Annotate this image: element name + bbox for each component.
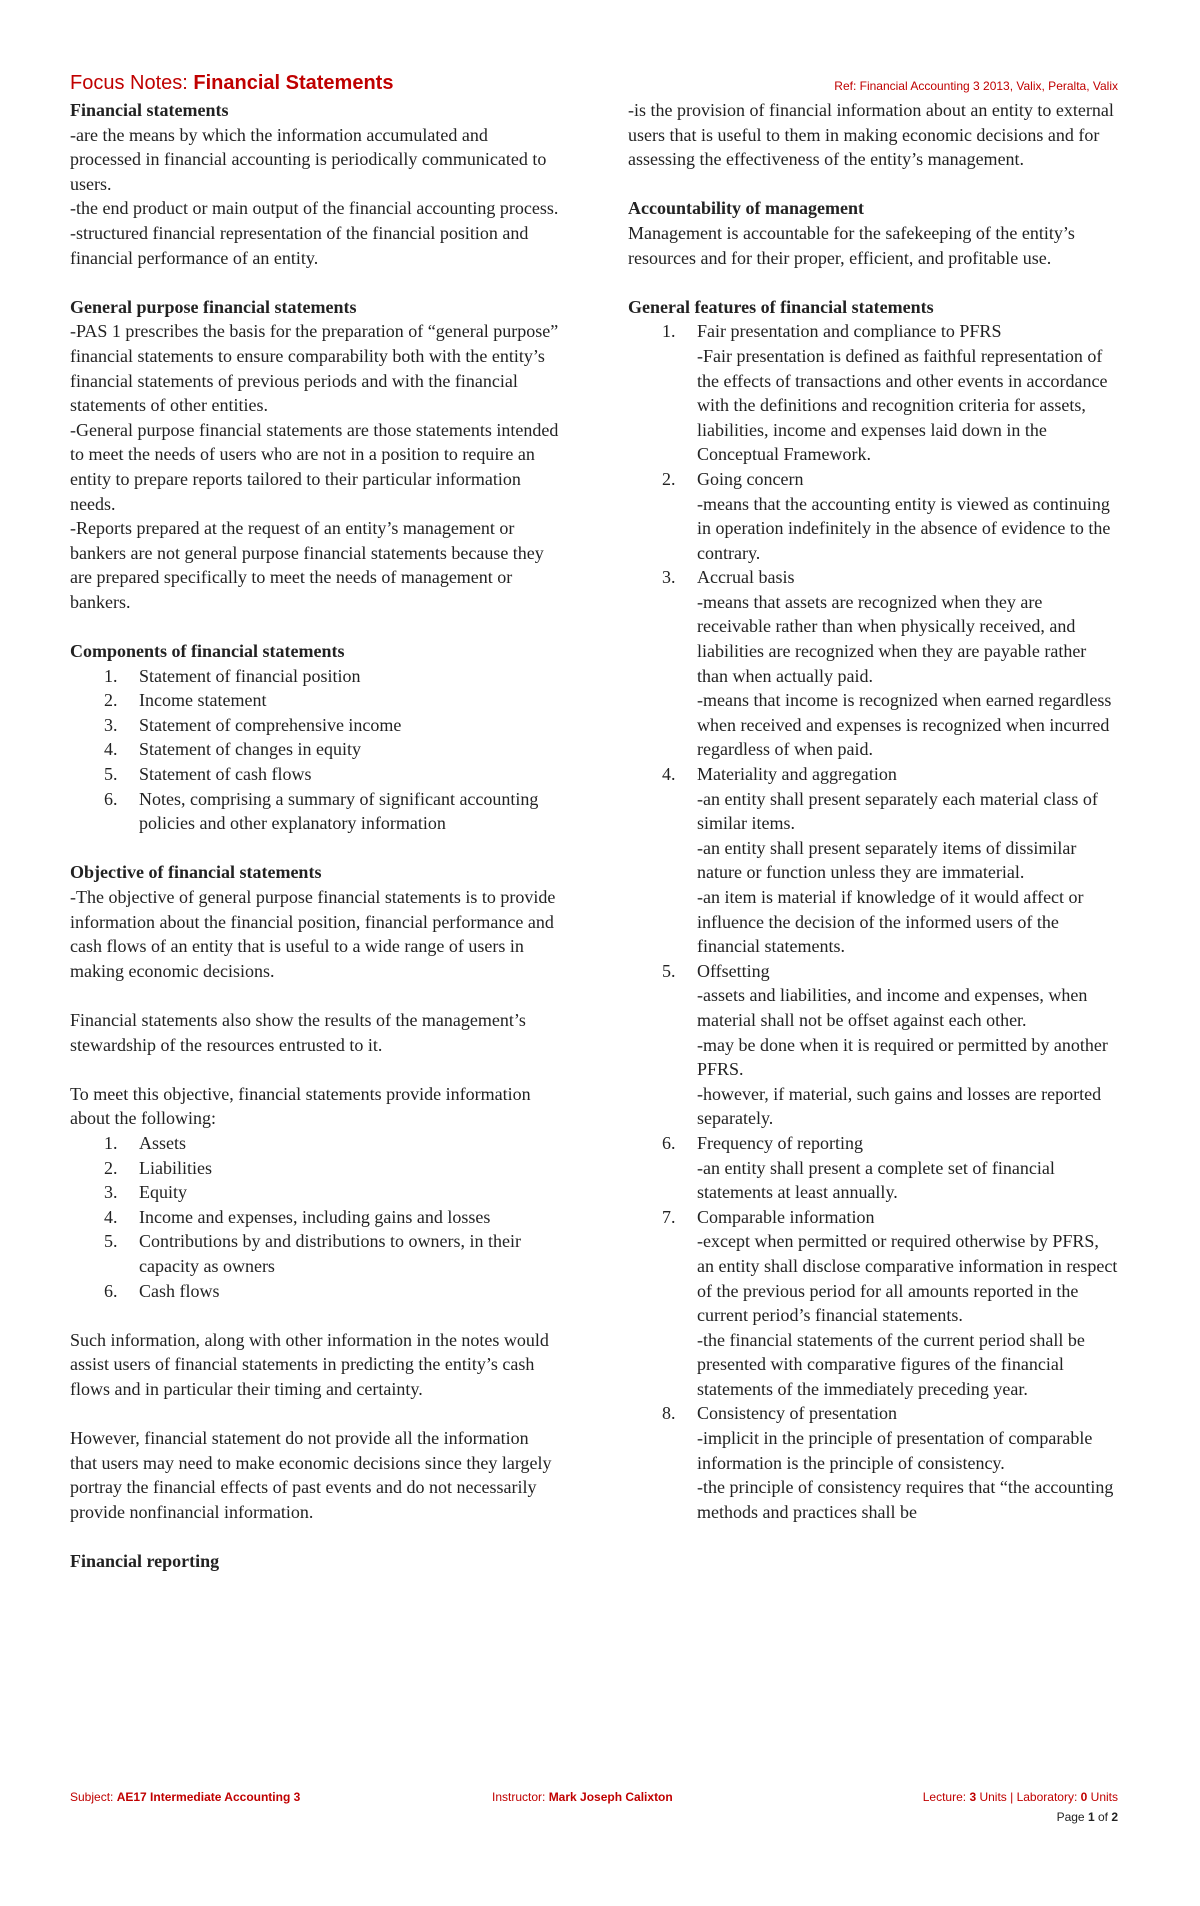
list-number: 2. [662, 468, 676, 489]
feature-title: Fair presentation and compliance to PFRS [697, 321, 1002, 342]
list-item [628, 319, 1118, 467]
list-item-text: Statement of financial position [139, 665, 361, 686]
feature-description: -means that assets are recognized when they are receivable rather than when physically received, and liabilities are recognized when they are payable rather than when actually paid. [697, 591, 1087, 686]
list-item [628, 1401, 1118, 1524]
page-of: of [1094, 1810, 1112, 1824]
footer-label: Lecture: [922, 1790, 970, 1804]
list-item [628, 762, 1118, 959]
list-item [70, 664, 560, 689]
feature-title: Materiality and aggregation [697, 764, 897, 785]
feature-description: -implicit in the principle of presentation of comparable information is the principle of consistency. [697, 1428, 1093, 1473]
list-number: 6. [104, 788, 118, 809]
list-item-text: Assets [139, 1132, 187, 1153]
feature-description: -the principle of consistency requires that “the accounting methods and practices shall be [697, 1477, 1114, 1522]
list-number: 3. [104, 1182, 118, 1203]
list-number: 2. [104, 690, 118, 711]
list-number: 1. [104, 665, 118, 686]
feature-description: -means that the accounting entity is viewed as continuing in operation indefinitely in the absence of evidence to the contrary. [697, 493, 1111, 563]
feature-description: -an item is material if knowledge of it would affect or influence the decision of the informed users of the financial statements. [697, 887, 1084, 957]
left-column [70, 98, 560, 1574]
paragraph: -The objective of general purpose financial statements is to provide information about the financial position, financial performance and cash flows of an entity that is useful to a wide range of users in making economic decisions. [70, 887, 556, 981]
feature-title: Accrual basis [697, 567, 795, 588]
list-item-text: Liabilities [139, 1157, 212, 1178]
page-label: Page [1056, 1810, 1088, 1824]
list-number: 1. [662, 321, 676, 342]
list-item-text: Statement of comprehensive income [139, 714, 402, 735]
feature-description: -means that income is recognized when earned regardless when received and expenses is recognized when incurred regardless of when paid. [697, 690, 1112, 760]
footer-label: Instructor: [492, 1790, 549, 1804]
list-number: 1. [104, 1132, 118, 1153]
section-heading-financial-reporting: Financial reporting [70, 1551, 220, 1572]
feature-title: Frequency of reporting [697, 1132, 863, 1153]
feature-title: Consistency of presentation [697, 1403, 897, 1424]
paragraph: -PAS 1 prescribes the basis for the preparation of “general purpose” financial statements to ensure comparability both with the entity’s financial statements of previous periods and with the financial statements of other entities. [70, 321, 559, 416]
list-item [628, 467, 1118, 565]
list-item [70, 688, 560, 713]
page-current: 1 [1087, 1810, 1095, 1824]
feature-description: -an entity shall present a complete set of financial statements at least annually. [697, 1157, 1055, 1203]
feature-description: -may be done when it is required or permitted by another PFRS. [697, 1034, 1108, 1080]
list-item [70, 1180, 560, 1205]
list-number: 5. [104, 1231, 118, 1252]
feature-description: -an entity shall present separately items of dissimilar nature or function unless they are immaterial. [697, 837, 1077, 883]
feature-description: -except when permitted or required otherwise by PFRS, an entity shall disclose comparative information in respect of the previous period for all amounts reported in the current period’s financial statements. [697, 1231, 1118, 1326]
paragraph: -are the means by which the information accumulated and processed in financial accounting is periodically communicated to users. [70, 124, 547, 194]
page-number [1057, 1810, 1118, 1824]
list-number: 2. [104, 1157, 118, 1178]
list-item-text: Statement of changes in equity [139, 739, 361, 760]
section-heading-general-purpose: General purpose financial statements [70, 296, 357, 317]
paragraph: -General purpose financial statements are those statements intended to meet the needs of users who are not in a position to require an entity to prepare reports tailored to their particular information needs. [70, 419, 559, 514]
list-number: 5. [662, 960, 676, 981]
paragraph: To meet this objective, financial statements provide information about the following: [70, 1083, 531, 1129]
feature-title: Offsetting [697, 960, 770, 981]
paragraph: -is the provision of financial information about an entity to external users that is useful to them in making economic decisions and for assessing the effectiveness of the entity’s management. [628, 100, 1114, 170]
header-prefix: Focus Notes: [70, 72, 194, 94]
paragraph: However, financial statement do not provide all the information that users may need to make economic decisions since they largely portray the financial effects of past events and do not necessarily provide nonfinancial information. [70, 1428, 552, 1522]
list-item [628, 565, 1118, 762]
paragraph: -the end product or main output of the financial accounting process. [70, 198, 559, 219]
footer-value: 3 [969, 1790, 977, 1804]
feature-description: -assets and liabilities, and income and expenses, when material shall not be offset against each other. [697, 985, 1088, 1030]
information-list [70, 1131, 560, 1303]
list-item [628, 1205, 1118, 1402]
list-item [70, 1156, 560, 1181]
list-item-text: Income statement [139, 690, 267, 711]
list-number: 3. [104, 714, 118, 735]
paragraph: Management is accountable for the safekeeping of the entity’s resources and for their proper, efficient, and profitable use. [628, 222, 1075, 268]
list-item [70, 1131, 560, 1156]
paragraph: -Reports prepared at the request of an entity’s management or bankers are not general purpose financial statements because they are prepared specifically to meet the needs of management or bankers. [70, 518, 544, 612]
list-item-text: Equity [139, 1182, 187, 1203]
list-item-text: Cash flows [139, 1280, 220, 1301]
list-item-text: Income and expenses, including gains and losses [139, 1206, 491, 1227]
feature-title: Going concern [697, 468, 804, 489]
list-item-text: Notes, comprising a summary of significant accounting policies and other explanatory information [139, 788, 539, 834]
section-heading-general-features: General features of financial statements [628, 296, 934, 317]
footer-label: Units | Laboratory: [976, 1790, 1081, 1804]
list-number: 8. [662, 1403, 676, 1424]
page-header-title [70, 72, 393, 95]
list-number: 7. [662, 1206, 676, 1227]
right-column [628, 98, 1118, 1524]
list-number: 6. [104, 1280, 118, 1301]
list-number: 6. [662, 1132, 676, 1153]
footer-value: Mark Joseph Calixton [548, 1790, 673, 1804]
list-number: 5. [104, 764, 118, 785]
section-heading-accountability: Accountability of management [628, 198, 864, 219]
footer-label: Subject: [70, 1790, 117, 1804]
header-title: Financial Statements [193, 72, 394, 94]
footer-label: Units [1087, 1790, 1118, 1804]
feature-description: -Fair presentation is defined as faithful representation of the effects of transactions and other events in accordance with the definitions and recognition criteria for assets, liabilities, income and expenses laid down in the Conceptual Framework. [697, 345, 1108, 465]
list-item [70, 713, 560, 738]
feature-description: -an entity shall present separately each material class of similar items. [697, 788, 1098, 834]
list-item-text: Contributions by and distributions to owners, in their capacity as owners [139, 1231, 521, 1276]
section-heading-objective: Objective of financial statements [70, 862, 322, 883]
components-list [70, 664, 560, 836]
header-reference: Ref: Financial Accounting 3 2013, Valix, Peralta, Valix [834, 79, 1118, 93]
features-list [628, 319, 1118, 1524]
footer-units [923, 1790, 1118, 1804]
list-item [70, 1205, 560, 1230]
list-item [70, 787, 560, 836]
list-item-text: Statement of cash flows [139, 764, 312, 785]
section-heading-components: Components of financial statements [70, 641, 345, 662]
section-heading-financial-statements: Financial statements [70, 100, 229, 120]
list-item [70, 762, 560, 787]
footer-value: 0 [1080, 1790, 1088, 1804]
feature-description: -the financial statements of the current period shall be presented with comparative figures of the financial statements of the immediately preceding year. [697, 1329, 1085, 1399]
footer-instructor [492, 1790, 673, 1804]
footer-value: AE17 Intermediate Accounting 3 [116, 1790, 301, 1804]
list-item [70, 737, 560, 762]
list-item [70, 1229, 560, 1278]
list-number: 4. [104, 1206, 118, 1227]
list-number: 4. [662, 764, 676, 785]
feature-description: -however, if material, such gains and losses are reported separately. [697, 1083, 1102, 1129]
list-item [70, 1279, 560, 1304]
list-number: 4. [104, 739, 118, 760]
feature-title: Comparable information [697, 1206, 875, 1227]
list-number: 3. [662, 567, 676, 588]
paragraph: Such information, along with other information in the notes would assist users of financial statements in predicting the entity’s cash flows and in particular their timing and certainty. [70, 1329, 549, 1399]
paragraph: Financial statements also show the results of the management’s stewardship of the resources entrusted to it. [70, 1009, 526, 1055]
page-total: 2 [1111, 1810, 1118, 1824]
list-item [628, 1131, 1118, 1205]
footer-subject [70, 1790, 300, 1804]
paragraph: -structured financial representation of the financial position and financial performance of an entity. [70, 222, 529, 268]
list-item [628, 959, 1118, 1131]
